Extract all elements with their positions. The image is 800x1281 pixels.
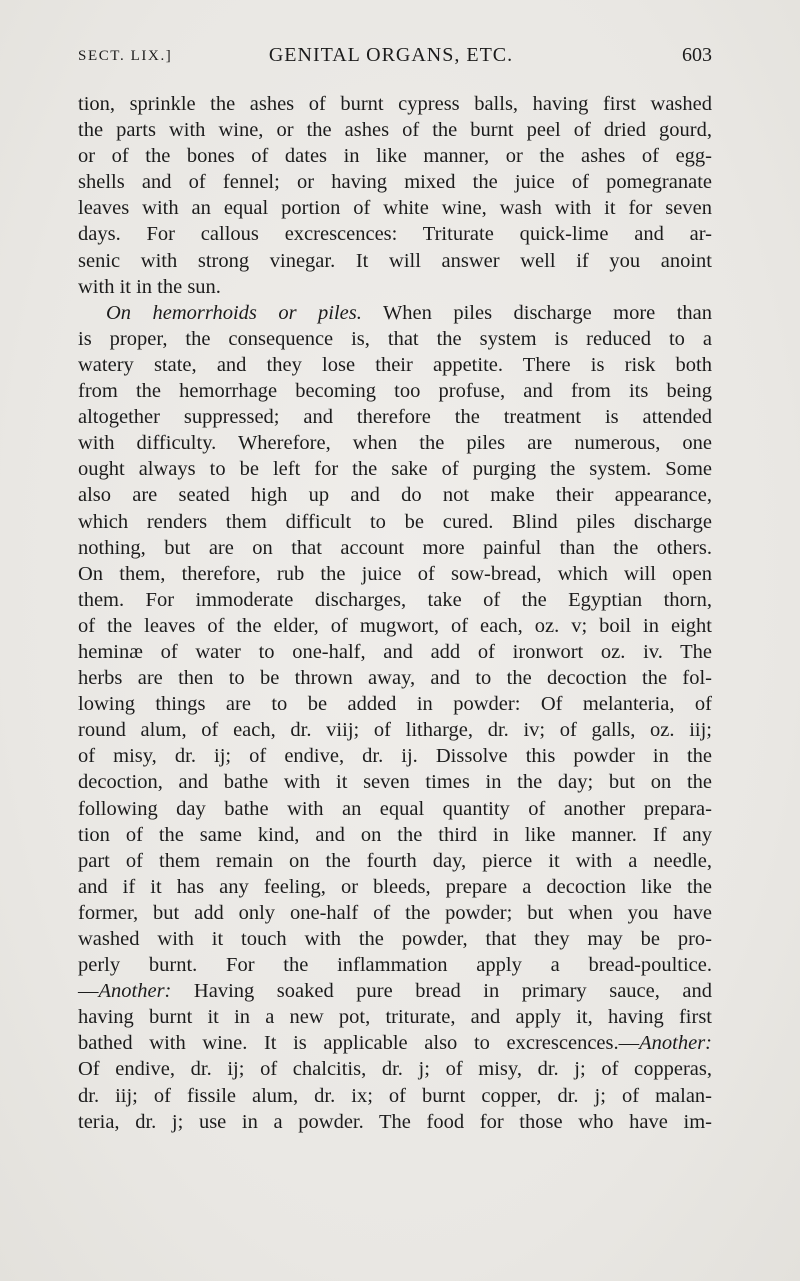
- text-line: [78, 430, 712, 456]
- line-text: washed with it touch with the powder, that they may be pro-: [78, 928, 712, 950]
- text-line: [78, 1109, 712, 1135]
- text-line: [78, 613, 712, 639]
- text-line: [78, 378, 712, 404]
- text-line: [78, 352, 712, 378]
- text-line: [78, 717, 712, 743]
- line-text: which renders them difficult to be cured. Blind piles discharge: [78, 510, 712, 533]
- line-text: with difficulty. Wherefore, when the piles are numerous, one: [78, 432, 712, 455]
- text-line: [78, 169, 712, 195]
- line-text: decoction, and bathe with it seven times in the day; but on the: [78, 771, 712, 794]
- line-text: senic with strong vinegar. It will answer well if you anoint: [78, 249, 712, 272]
- page-number: 603: [682, 44, 712, 66]
- line-text: —: [78, 980, 99, 1003]
- line-text: with it in the sun.: [78, 275, 221, 298]
- body-text: [78, 91, 712, 1135]
- text-line: [78, 743, 712, 769]
- running-title: GENITAL ORGANS, ETC.: [268, 44, 514, 66]
- section-reference: SECT. LIX.]: [78, 48, 173, 64]
- text-line: [78, 561, 712, 587]
- line-text: former, but add only one-half of the powder; but when you have: [78, 901, 712, 924]
- line-text: lowing things are to be added in powder: Of melanteria, of: [78, 693, 712, 716]
- text-line: [78, 248, 712, 274]
- line-text: ought always to be left for the sake of purging the system. Some: [78, 458, 712, 481]
- text-line: [78, 1083, 712, 1109]
- text-line: [78, 769, 712, 795]
- text-line: [78, 900, 712, 926]
- text-line: [78, 404, 712, 430]
- text-line: [78, 509, 712, 535]
- text-line: [78, 482, 712, 508]
- line-text: also are seated high up and do not make their appearance,: [78, 484, 712, 507]
- text-line: [78, 952, 712, 978]
- line-text: watery state, and they lose their appetite. There is risk both: [78, 353, 712, 376]
- text-line: [78, 796, 712, 822]
- line-text: Having soaked pure bread in primary sauce, and: [171, 980, 712, 1003]
- line-text: of misy, dr. ij; of endive, dr. ij. Dissolve this powder in the: [78, 745, 712, 768]
- line-text: round alum, of each, dr. viij; of litharge, dr. iv; of galls, oz. iij;: [78, 719, 712, 742]
- text-line: [78, 978, 712, 1004]
- line-text: is proper, the consequence is, that the system is reduced to a: [78, 327, 712, 350]
- line-text: the parts with wine, or the ashes of the burnt peel of dried gourd,: [78, 119, 712, 142]
- line-text: having burnt it in a new pot, triturate, and apply it, having first: [78, 1006, 712, 1029]
- text-line: [78, 143, 712, 169]
- text-line: [78, 535, 712, 561]
- text-line: [78, 300, 712, 326]
- running-header: [78, 44, 712, 74]
- line-text: herbs are then to be thrown away, and to the decoction the fol-: [78, 667, 712, 690]
- text-line: [78, 1004, 712, 1030]
- line-text: bathed with wine. It is applicable also to excrescences.—: [78, 1032, 640, 1055]
- line-text: from the hemorrhage becoming too profuse, and from its being: [78, 380, 712, 403]
- text-line: [78, 456, 712, 482]
- text-line: [78, 639, 712, 665]
- line-text: shells and of fennel; or having mixed the juice of pomegranate: [78, 171, 712, 194]
- text-line: [78, 221, 712, 247]
- line-text: heminæ of water to one-half, and add of ironwort oz. iv. The: [78, 640, 712, 663]
- line-text: tion, sprinkle the ashes of burnt cypress balls, having first washed: [78, 93, 712, 115]
- line-text: On them, therefore, rub the juice of sow-bread, which will open: [78, 562, 712, 585]
- text-line: [78, 665, 712, 691]
- text-line: [78, 326, 712, 352]
- text-line: [78, 274, 712, 300]
- line-text: dr. iij; of fissile alum, dr. ix; of burnt copper, dr. j; of malan-: [78, 1084, 712, 1107]
- line-text: of the leaves of the elder, of mugwort, of each, oz. v; boil in eight: [78, 614, 712, 637]
- text-line: [78, 926, 712, 952]
- text-line: [78, 195, 712, 221]
- italic-text: Another:: [639, 1032, 712, 1055]
- text-line: [78, 1056, 712, 1082]
- text-line: [78, 587, 712, 613]
- text-line: [78, 691, 712, 717]
- line-text: tion of the same kind, and on the third in like manner. If any: [78, 823, 712, 846]
- italic-text: On hemorrhoids or piles.: [106, 301, 362, 324]
- text-line: [78, 91, 712, 117]
- line-text: nothing, but are on that account more painful than the others.: [78, 536, 712, 559]
- text-line: [78, 848, 712, 874]
- line-text: leaves with an equal portion of white wine, wash with it for seven: [78, 197, 712, 220]
- line-text: perly burnt. For the inflammation apply a bread-poultice.: [78, 954, 712, 977]
- text-line: [78, 874, 712, 900]
- line-text: days. For callous excrescences: Triturate quick-lime and ar-: [78, 223, 712, 246]
- italic-text: Another:: [98, 980, 172, 1003]
- line-text: teria, dr. j; use in a powder. The food for those who have im-: [78, 1110, 712, 1133]
- line-text: and if it has any feeling, or bleeds, prepare a decoction like the: [78, 875, 712, 898]
- line-text: following day bathe with an equal quantity of another prepara-: [78, 797, 712, 820]
- text-line: [78, 1030, 712, 1056]
- line-text: or of the bones of dates in like manner, or the ashes of egg-: [78, 145, 712, 168]
- text-line: [78, 117, 712, 143]
- line-text: part of them remain on the fourth day, pierce it with a needle,: [78, 849, 712, 872]
- line-text: altogether suppressed; and therefore the treatment is attended: [78, 406, 712, 429]
- text-line: [78, 822, 712, 848]
- line-text: When piles discharge more than: [361, 301, 712, 324]
- line-text: Of endive, dr. ij; of chalcitis, dr. j; of misy, dr. j; of copperas,: [78, 1058, 712, 1081]
- line-text: them. For immoderate discharges, take of the Egyptian thorn,: [78, 588, 712, 611]
